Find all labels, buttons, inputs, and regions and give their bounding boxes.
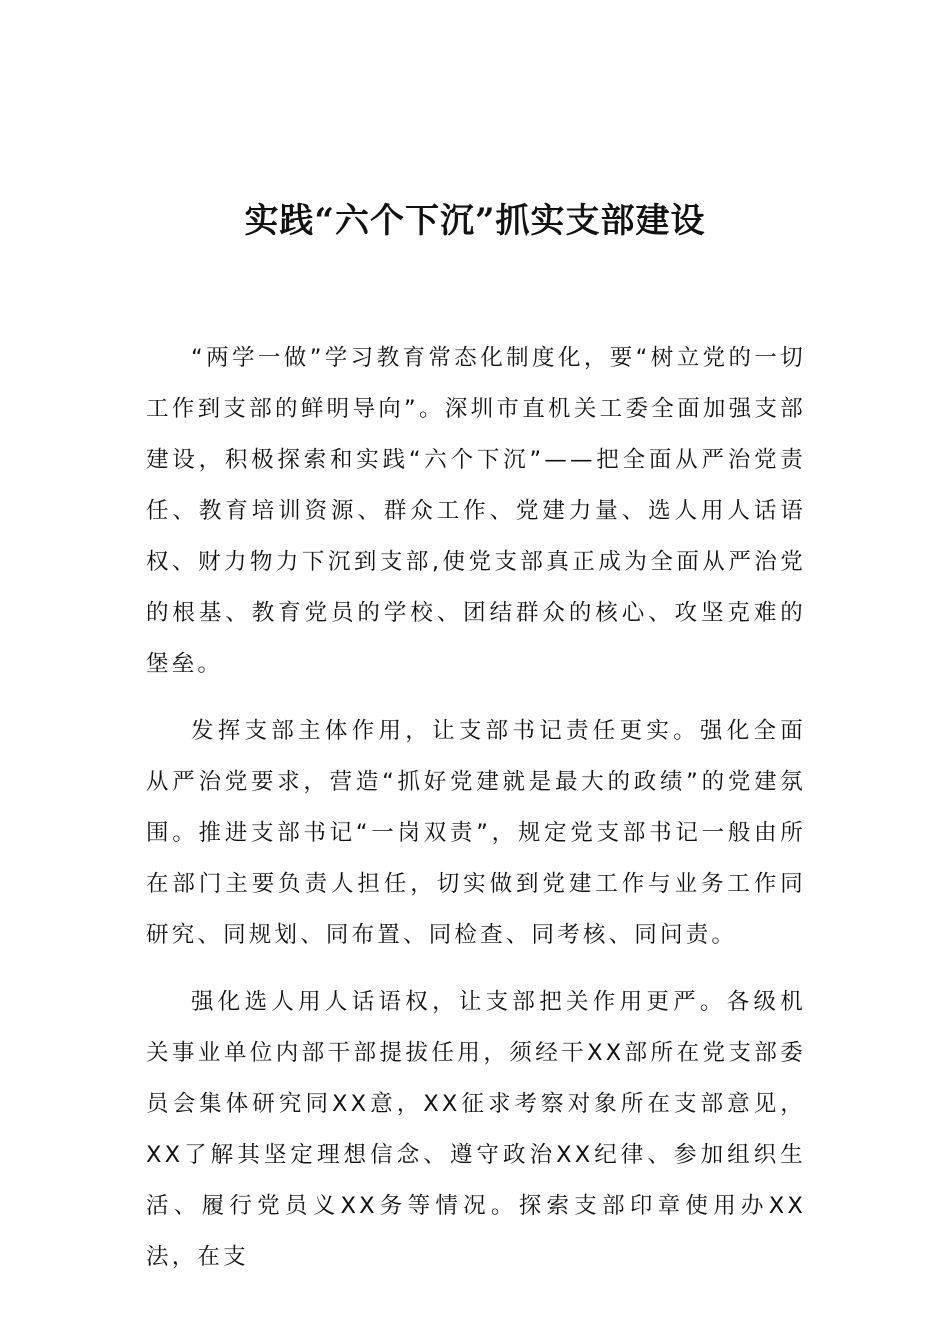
paragraph-3: 强化选人用人话语权，让支部把关作用更严。各级机关事业单位内部干部提拔任用，须经干XX部所在党支部委员会集体研究同XX意，XX征求考察对象所在支部意见，XX了解其坚定理想信念、遵守政治XX纪律、参加组织生活、履行党员义XX务等情况。探索支部印章使用办XX法，在支 <box>146 989 806 1270</box>
document-title: 实践“六个下沉”抓实支部建设 <box>244 201 706 241</box>
paragraph-2: 发挥支部主体作用，让支部书记责任更实。强化全面从严治党要求，营造“抓好党建就是最大的政绩”的党建氛围。推进支部书记“一岗双责”，规定党支部书记一般由所在部门主要负责人担任，切实做到党建工作与业务工作同研究、同规划、同布置、同检查、同考核、同问责。 <box>146 718 806 948</box>
document-body <box>146 333 806 1299</box>
paragraph-1: “两学一做”学习教育常态化制度化，要“树立党的一切工作到支部的鲜明导向”。深圳市直机关工委全面加强支部建设，积极探索和实践“六个下沉”——把全面从严治党责任、教育培训资源、群众工作、党建力量、选人用人话语权、财力物力下沉到支部,使党支部真正成为全面从严治党的根基、教育党员的学校、团结群众的核心、攻坚克难的堡垒。 <box>146 345 806 677</box>
